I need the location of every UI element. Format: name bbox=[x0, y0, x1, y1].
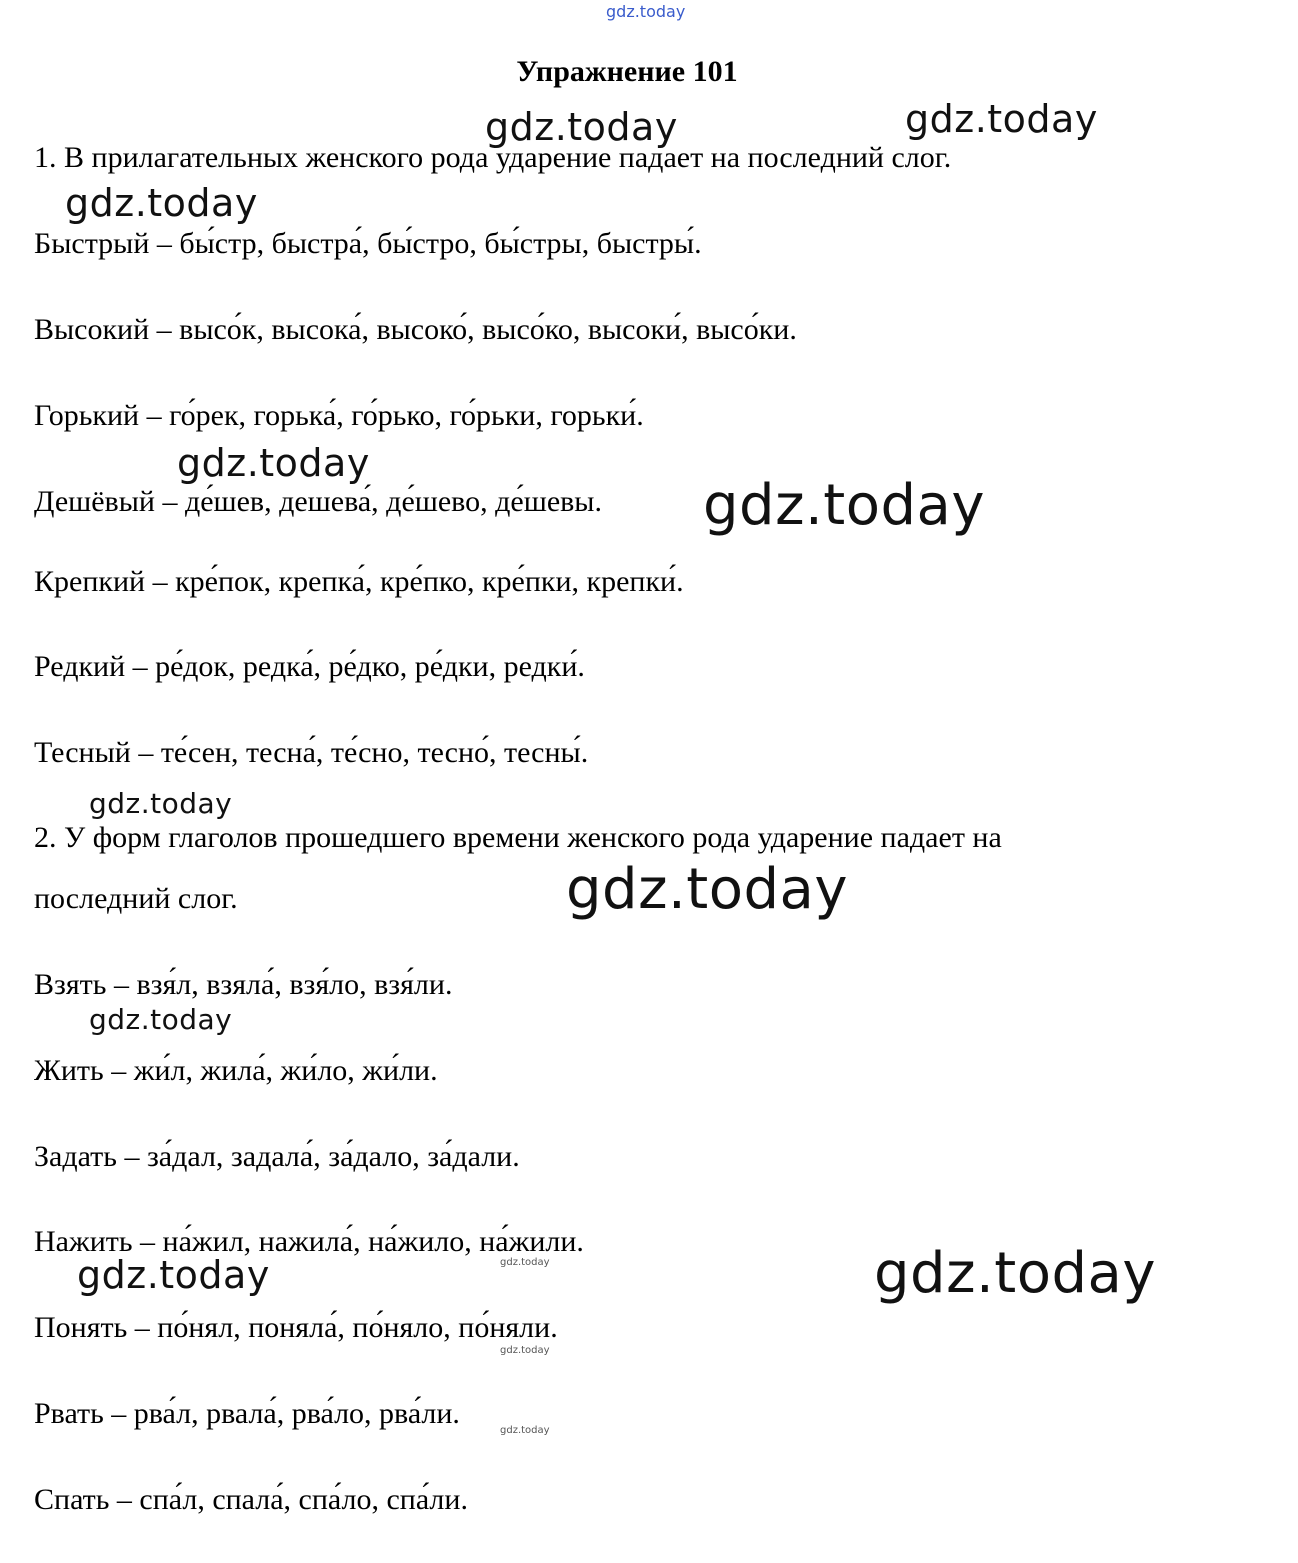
verb-line-vzyat: Взять – взя́л, взяла́, взя́ло, взя́ли. bbox=[34, 968, 453, 1001]
watermark: gdz.today bbox=[89, 787, 233, 820]
watermark: gdz.today bbox=[77, 1253, 270, 1297]
watermark: gdz.today bbox=[65, 181, 258, 225]
adjective-line-vysokii: Высокий – высо́к, высока́, высоко́, высо́ко, высоки́, высо́ки. bbox=[34, 313, 797, 346]
adjective-line-redkii: Редкий – ре́док, редка́, ре́дко, ре́дки, редки́. bbox=[34, 650, 585, 683]
watermark-small: gdz.today bbox=[500, 1425, 550, 1436]
watermark: gdz.today bbox=[566, 857, 849, 922]
page-title: Упражнение 101 bbox=[516, 55, 738, 88]
adjective-line-deshevyi: Дешёвый – де́шев, дешева́, де́шево, де́шевы. bbox=[34, 485, 602, 518]
watermark: gdz.today bbox=[177, 441, 370, 485]
adjective-line-tesnyi: Тесный – те́сен, тесна́, те́сно, тесно́, тесны́. bbox=[34, 736, 589, 769]
verb-line-spat: Спать – спа́л, спала́, спа́ло, спа́ли. bbox=[34, 1483, 468, 1516]
verb-line-zhit: Жить – жи́л, жила́, жи́ло, жи́ли. bbox=[34, 1054, 438, 1087]
watermark-small: gdz.today bbox=[500, 1345, 550, 1356]
watermark: gdz.today bbox=[905, 97, 1098, 141]
watermark: gdz.today bbox=[485, 105, 678, 149]
verb-line-nazhit: Нажить – на́жил, нажила́, на́жило, на́жили. bbox=[34, 1225, 584, 1258]
adjective-line-krepkii: Крепкий – кре́пок, крепка́, кре́пко, кре́пки, крепки́. bbox=[34, 565, 684, 598]
watermark: gdz.today bbox=[703, 473, 986, 538]
section2-heading-line1: 2. У форм глаголов прошедшего времени женского рода ударение падает на bbox=[34, 821, 1002, 854]
section2-heading-line2: последний слог. bbox=[34, 882, 238, 915]
watermark: gdz.today bbox=[874, 1241, 1157, 1306]
watermark-small: gdz.today bbox=[500, 1257, 550, 1268]
watermark: gdz.today bbox=[89, 1003, 233, 1036]
adjective-line-gorkii: Горький – го́рек, горька́, го́рько, го́рьки, горьки́. bbox=[34, 399, 644, 432]
verb-line-rvat: Рвать – рва́л, рвала́, рва́ло, рва́ли. bbox=[34, 1397, 460, 1430]
verb-line-ponyat: Понять – по́нял, поняла́, по́няло, по́няли. bbox=[34, 1311, 558, 1344]
verb-line-zadat: Задать – за́дал, задала́, за́дало, за́дали. bbox=[34, 1140, 520, 1173]
section1-heading: 1. В прилагательных женского рода ударение падает на последний слог. bbox=[34, 141, 952, 174]
adjective-line-bystryi: Быстрый – бы́стр, быстра́, бы́стро, бы́стры, быстры́. bbox=[34, 227, 702, 260]
watermark-top: gdz.today bbox=[606, 2, 686, 21]
